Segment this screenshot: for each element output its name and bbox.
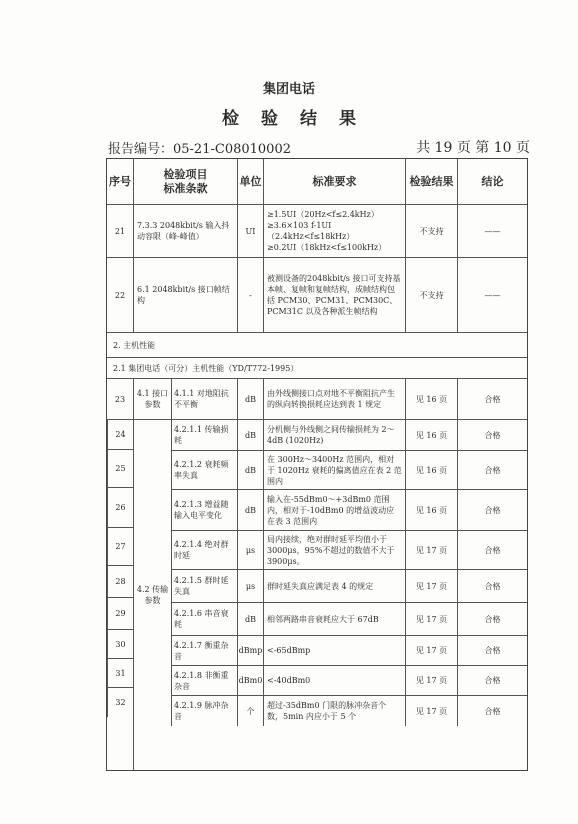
row-requirement: <-65dBmp <box>263 636 405 665</box>
row-unit: μs <box>237 531 263 569</box>
table-row <box>171 450 527 489</box>
row-item: 4.2.1.5 群时延失真 <box>171 570 237 602</box>
row-conclusion: —— <box>457 205 527 257</box>
table-row <box>171 635 527 665</box>
row-conclusion: 合格 <box>457 636 527 665</box>
number-column <box>107 379 133 770</box>
table-row <box>171 530 527 569</box>
row-conclusion: 合格 <box>457 420 527 450</box>
row-conclusion: 合格 <box>457 570 527 602</box>
row-item: 4.2.1.8 非衡重杂音 <box>171 666 237 695</box>
row-conclusion: 合格 <box>457 531 527 569</box>
table-row <box>107 204 527 257</box>
row-requirement: 相邻两路串音衰耗应大于 67dB <box>263 603 405 635</box>
header-cell: 检验结果 <box>405 159 457 204</box>
row-number: 21 <box>114 226 126 236</box>
row-item: 4.2.1.7 衡重杂音 <box>171 636 237 665</box>
group-column <box>133 379 171 770</box>
row-requirement: 被测设备的2048kbit/s 接口可支持基本帧、复帧和复帧结构，成帧结构包括 PCM30、PCM31、PCM30C、PCM31C 以及各种派生帧结构 <box>263 258 405 332</box>
row-number: 30 <box>107 629 133 658</box>
group-label-42: 4.2 传输参数 <box>134 419 171 770</box>
row-result: 见 17 页 <box>405 531 457 569</box>
row-item: 4.2.1.9 脉冲杂音 <box>171 696 237 726</box>
row-result: 不支持 <box>405 205 457 257</box>
row-unit: μs <box>237 570 263 602</box>
header-cell: 单位 <box>237 159 263 204</box>
row-unit: dBmp <box>237 636 263 665</box>
table-row <box>171 379 527 419</box>
row-item: 7.3.3 2048kbit/s 输入抖动容限（峰-峰值） <box>133 205 237 257</box>
group-block <box>107 378 527 770</box>
results-table <box>106 158 528 771</box>
page-info: 共 19 页 第 10 页 <box>416 140 530 156</box>
doc-title: 检验结果 <box>222 109 378 129</box>
row-item: 4.2.1.3 增益随输入电平变化 <box>171 490 237 530</box>
row-conclusion: —— <box>457 258 527 332</box>
row-number: 26 <box>107 487 133 527</box>
row-conclusion: 合格 <box>457 603 527 635</box>
header-cell: 结论 <box>457 159 527 204</box>
row-unit: dB <box>237 490 263 530</box>
row-unit: dB <box>237 379 263 419</box>
table-row <box>107 257 527 332</box>
row-item: 4.2.1.4 绝对群时延 <box>171 531 237 569</box>
section-heading: 2.1 集团电话（可分）主机性能（YD/T772-1995） <box>107 357 527 378</box>
row-requirement: 输入在-55dBm0～+3dBm0 范围内，相对于-10dBm0 的增益波动应在表 3 范围内 <box>263 490 405 530</box>
row-result: 见 17 页 <box>405 636 457 665</box>
row-number: 32 <box>107 687 133 717</box>
row-number: 28 <box>107 565 133 597</box>
row-result: 见 16 页 <box>405 420 457 450</box>
row-unit: dB <box>237 420 263 450</box>
row-result: 见 17 页 <box>405 666 457 695</box>
row-unit: dBm0 <box>237 666 263 695</box>
row-item: 4.2.1.6 串音衰耗 <box>171 603 237 635</box>
row-result: 见 16 页 <box>405 490 457 530</box>
table-row <box>171 695 527 726</box>
row-requirement: <-40dBm0 <box>263 666 405 695</box>
row-requirement: 群时延失真应满足表 4 的规定 <box>263 570 405 602</box>
row-requirement: 超过-35dBm0 门限的脉冲杂音个数，5min 内应小于 5 个 <box>263 696 405 726</box>
row-number: 24 <box>107 419 133 449</box>
row-number: 22 <box>114 290 126 300</box>
table-row <box>171 489 527 530</box>
row-requirement: 局内接续，绝对群时延平均值小于 3000μs，95%不超过的数值不大于 3900μs。 <box>263 531 405 569</box>
row-conclusion: 合格 <box>457 490 527 530</box>
row-unit: - <box>237 258 263 332</box>
row-result: 见 17 页 <box>405 570 457 602</box>
row-result: 见 17 页 <box>405 696 457 726</box>
section-heading: 2. 主机性能 <box>107 332 527 357</box>
company-title: 集团电话 <box>262 82 315 97</box>
row-result: 见 17 页 <box>405 603 457 635</box>
row-conclusion: 合格 <box>457 666 527 695</box>
row-number: 27 <box>107 527 133 565</box>
group-label-41: 4.1 接口参数 <box>136 389 169 409</box>
header-cell: 标准要求 <box>263 159 405 204</box>
report-number: 报告编号：05-21-C08010002 <box>108 142 291 157</box>
row-item: 4.1.1 对地阻抗不平衡 <box>171 379 237 419</box>
row-item: 4.2.1.2 衰耗频率失真 <box>171 451 237 489</box>
row-number: 25 <box>107 449 133 487</box>
row-requirement: 在 300Hz～3400Hz 范围内，相对于 1020Hz 衰耗的偏离值应在表 2 范围内 <box>263 451 405 489</box>
row-unit: 个 <box>237 696 263 726</box>
table-row <box>171 419 527 450</box>
table-row <box>171 665 527 695</box>
row-conclusion: 合格 <box>457 379 527 419</box>
row-result: 见 16 页 <box>405 379 457 419</box>
row-requirement: 由外线侧接口点对地不平衡阻抗产生的纵向转换损耗应达到表 1 规定 <box>263 379 405 419</box>
row-number: 29 <box>107 597 133 629</box>
row-conclusion: 合格 <box>457 451 527 489</box>
row-number: 31 <box>107 658 133 687</box>
header-cell: 序号 <box>109 174 131 188</box>
header-cell: 检验项目 标准条款 <box>133 159 237 204</box>
row-item: 4.2.1.1 传输损耗 <box>171 420 237 450</box>
detail-column <box>171 379 527 770</box>
row-conclusion: 合格 <box>457 696 527 726</box>
row-requirement: ≥1.5UI（20Hz<f≤2.4kHz） ≥3.6×103 f-1UI （2.4kHz<f≤18kHz） ≥0.2UI（18kHz<f≤100kHz） <box>263 205 405 257</box>
table-row <box>171 569 527 602</box>
row-result: 见 16 页 <box>405 451 457 489</box>
row-unit: UI <box>237 205 263 257</box>
row-number: 23 <box>114 394 126 404</box>
row-requirement: 分机侧与外线侧之间传输损耗为 2～4dB (1020Hz) <box>263 420 405 450</box>
table-header <box>107 159 527 204</box>
row-unit: dB <box>237 451 263 489</box>
table-row <box>171 602 527 635</box>
row-result: 不支持 <box>405 258 457 332</box>
row-unit: dB <box>237 603 263 635</box>
row-item: 6.1 2048kbit/s 接口帧结构 <box>133 258 237 332</box>
